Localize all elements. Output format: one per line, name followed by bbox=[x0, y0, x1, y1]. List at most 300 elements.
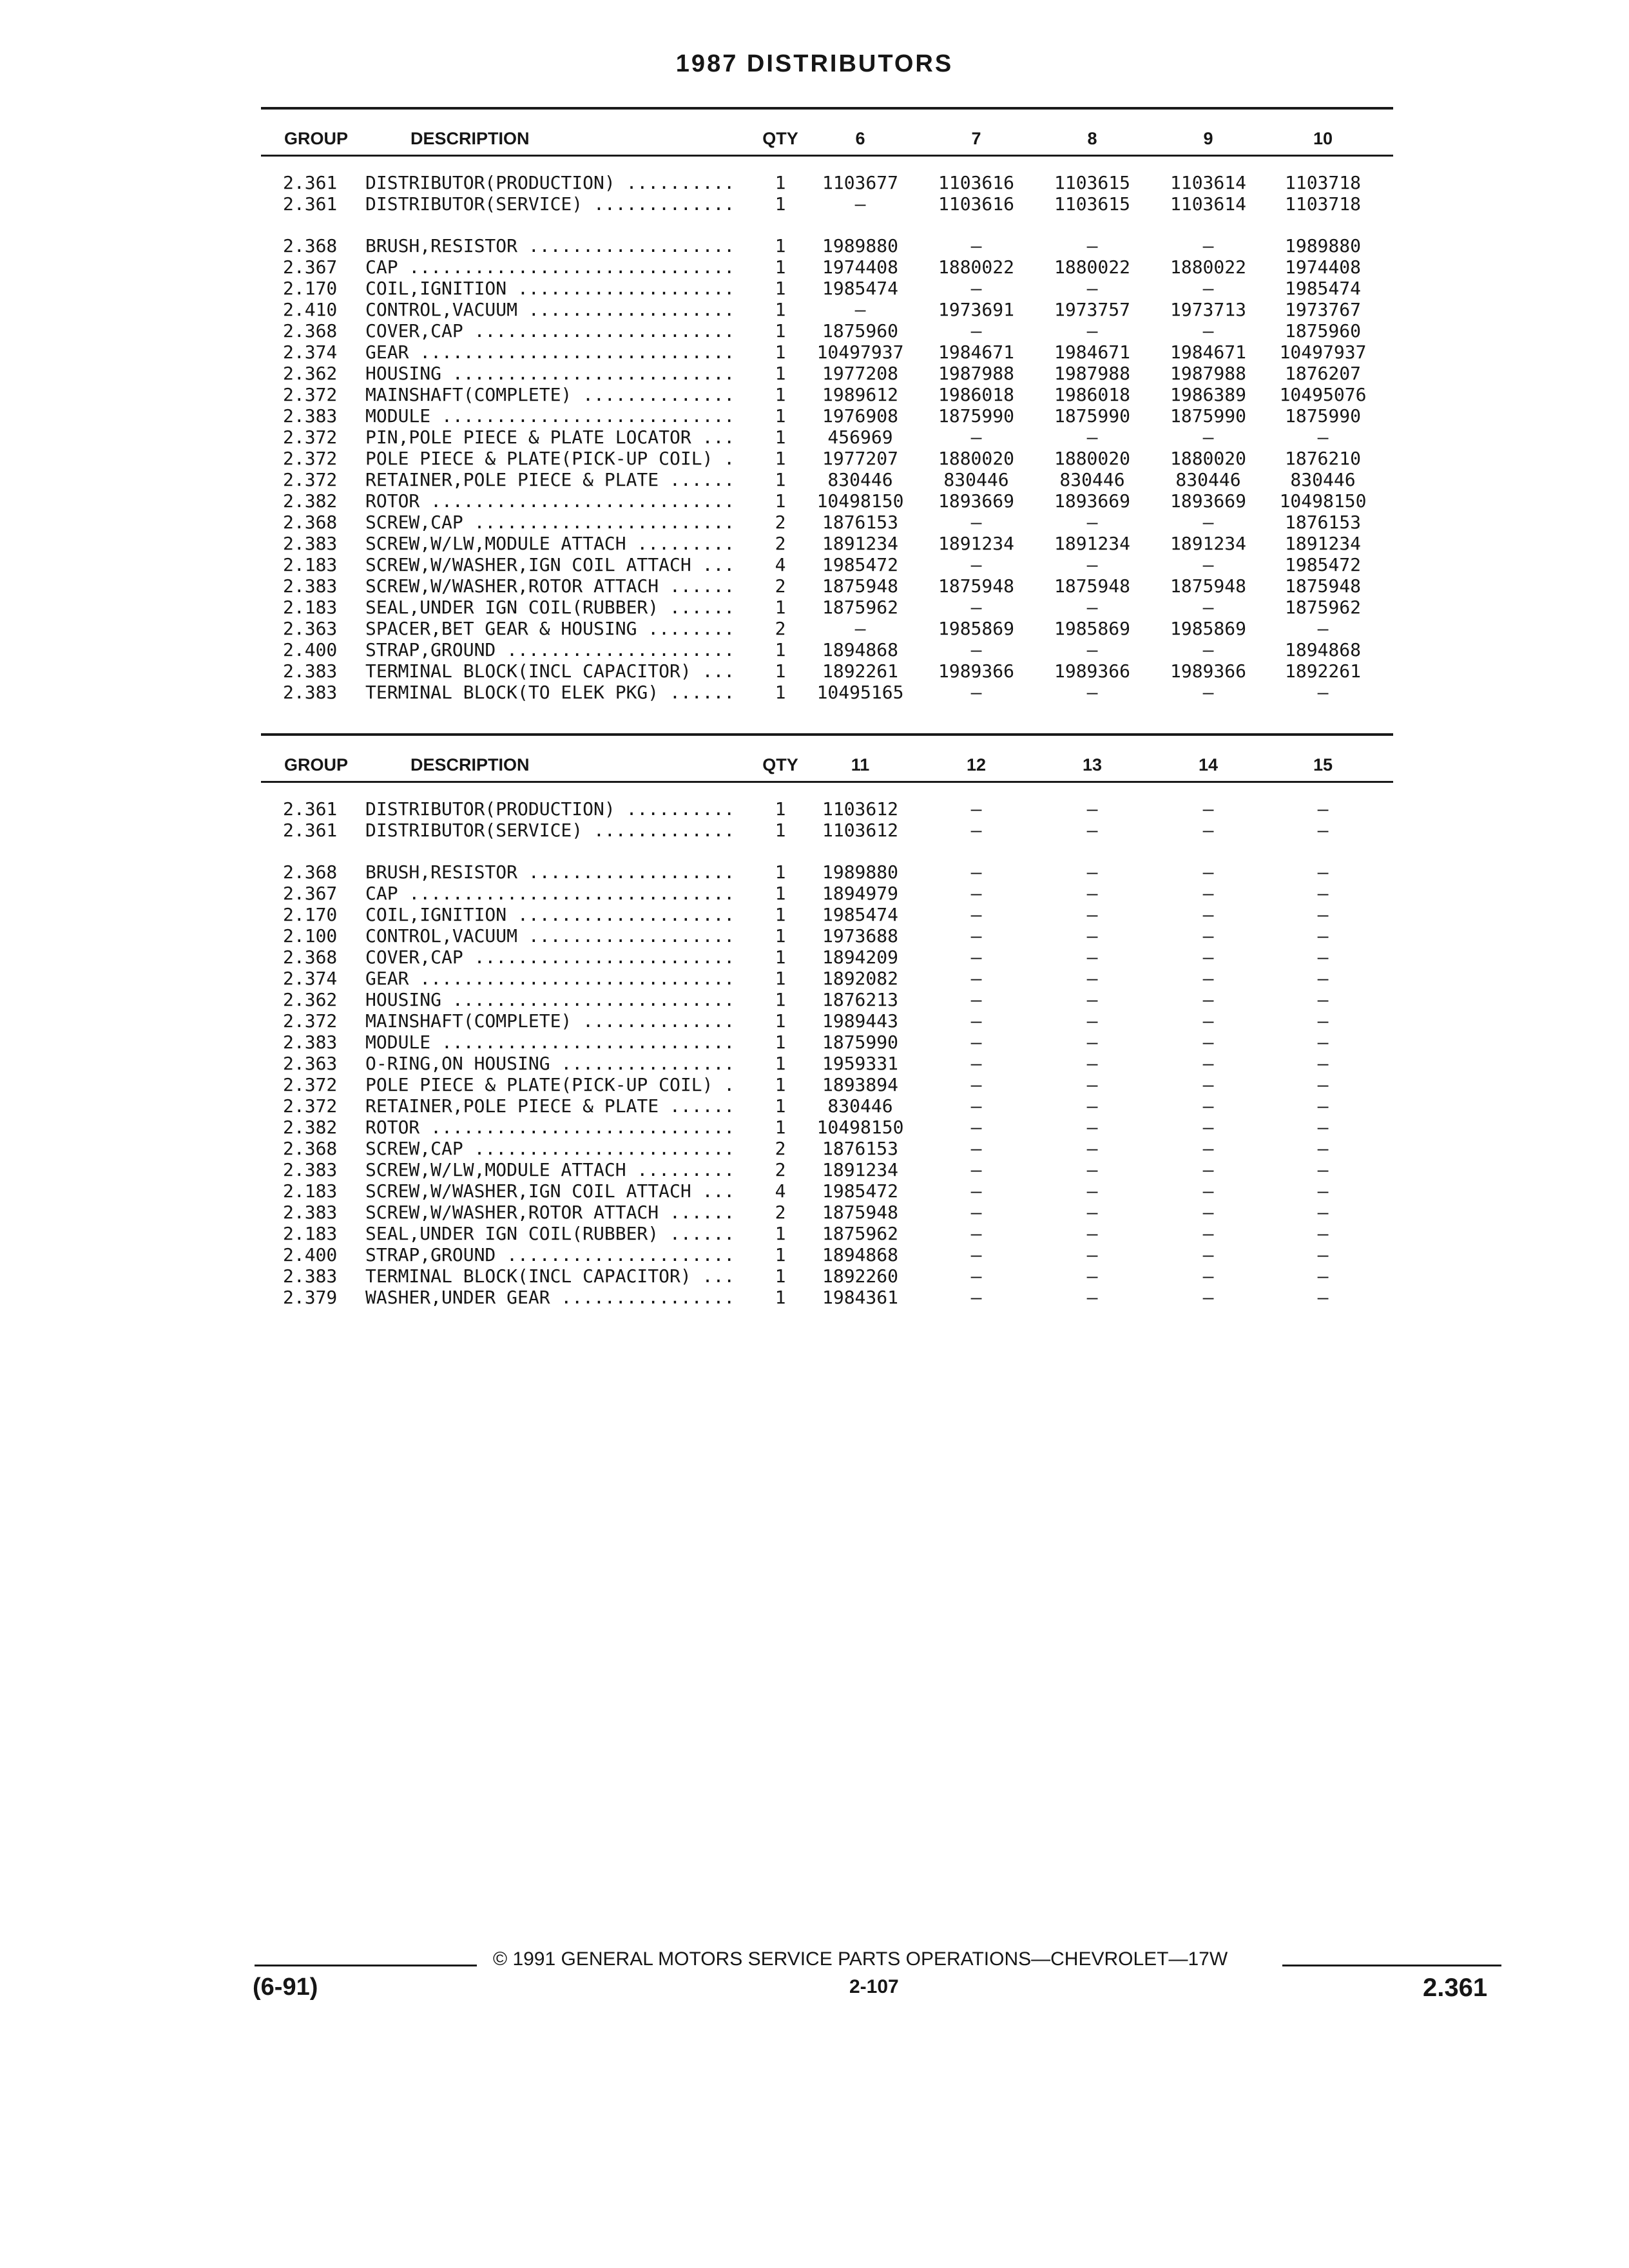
part-number-cell: — bbox=[1317, 1265, 1329, 1287]
part-number-cell: — bbox=[970, 682, 982, 703]
part-number-cell: 1891234 bbox=[1054, 533, 1130, 554]
table-row bbox=[261, 639, 1393, 660]
revision-date: (6-91) bbox=[253, 1974, 318, 2001]
part-number-cell: 1876207 bbox=[1284, 363, 1361, 384]
part-number-cell: 1985472 bbox=[1284, 554, 1361, 575]
section-number: 2.361 bbox=[1423, 1974, 1488, 2002]
part-number-cell: — bbox=[854, 193, 866, 215]
qty-cell: 4 bbox=[775, 1180, 786, 1202]
part-number-cell: — bbox=[1086, 1223, 1098, 1244]
description-cell: SCREW,W/LW,MODULE ATTACH ......... bbox=[365, 533, 746, 554]
description-cell: DISTRIBUTOR(SERVICE) ............. bbox=[365, 193, 746, 215]
part-number-cell: 830446 bbox=[1175, 469, 1241, 490]
part-number-cell: — bbox=[970, 1287, 982, 1308]
part-number-cell: — bbox=[1317, 798, 1329, 820]
part-number-cell: 1893669 bbox=[938, 490, 1014, 512]
part-number-cell: 830446 bbox=[943, 469, 1009, 490]
qty-cell: 1 bbox=[775, 469, 786, 490]
qty-cell: 1 bbox=[775, 341, 786, 363]
part-number-cell: 1875948 bbox=[822, 575, 898, 597]
part-number-cell: 1880020 bbox=[1054, 448, 1130, 469]
table-row bbox=[261, 1159, 1393, 1180]
part-number-cell: — bbox=[970, 427, 982, 448]
qty-cell: 1 bbox=[775, 1095, 786, 1117]
parts-table-1 bbox=[261, 107, 1393, 703]
part-number-cell: — bbox=[854, 299, 866, 320]
part-number-cell: 1985474 bbox=[822, 278, 898, 299]
description-cell: POLE PIECE & PLATE(PICK-UP COIL) . bbox=[365, 448, 746, 469]
qty-cell: 1 bbox=[775, 798, 786, 820]
group-cell: 2.363 bbox=[283, 1053, 338, 1074]
table-row bbox=[261, 320, 1393, 341]
table-row bbox=[261, 798, 1393, 820]
part-number-cell: 1876213 bbox=[822, 989, 898, 1010]
header-col: 7 bbox=[971, 129, 981, 148]
part-number-cell: — bbox=[1086, 235, 1098, 256]
part-number-cell: 1103614 bbox=[1170, 193, 1246, 215]
table-row bbox=[261, 235, 1393, 256]
part-number-cell: 1989612 bbox=[822, 384, 898, 405]
description-cell: BRUSH,RESISTOR ................... bbox=[365, 861, 746, 883]
part-number-cell: — bbox=[1086, 554, 1098, 575]
table-row bbox=[261, 1244, 1393, 1265]
description-cell: TERMINAL BLOCK(INCL CAPACITOR) ... bbox=[365, 660, 746, 682]
part-number-cell: — bbox=[1202, 1159, 1214, 1180]
qty-cell: 1 bbox=[775, 639, 786, 660]
part-number-cell: 1984671 bbox=[1170, 341, 1246, 363]
part-number-cell: 1973688 bbox=[822, 925, 898, 947]
table-row bbox=[261, 405, 1393, 427]
qty-cell: 1 bbox=[775, 925, 786, 947]
part-number-cell: — bbox=[1202, 1074, 1214, 1095]
qty-cell: 1 bbox=[775, 299, 786, 320]
qty-cell: 1 bbox=[775, 660, 786, 682]
part-number-cell: — bbox=[1086, 904, 1098, 925]
table-row bbox=[261, 448, 1393, 469]
part-number-cell: 1989366 bbox=[1054, 660, 1130, 682]
part-number-cell: — bbox=[970, 1265, 982, 1287]
table-row bbox=[261, 968, 1393, 989]
footer-rule-left bbox=[255, 1965, 477, 1966]
qty-cell: 1 bbox=[775, 1117, 786, 1138]
part-number-cell: 1891234 bbox=[822, 1159, 898, 1180]
part-number-cell: — bbox=[1317, 1138, 1329, 1159]
part-number-cell: — bbox=[1086, 1180, 1098, 1202]
group-cell: 2.372 bbox=[283, 384, 338, 405]
part-number-cell: — bbox=[1317, 883, 1329, 904]
part-number-cell: 1891234 bbox=[1170, 533, 1246, 554]
part-number-cell: 1985472 bbox=[822, 554, 898, 575]
part-number-cell: — bbox=[1202, 278, 1214, 299]
group-cell: 2.363 bbox=[283, 618, 338, 639]
qty-cell: 1 bbox=[775, 682, 786, 703]
part-number-cell: — bbox=[970, 1159, 982, 1180]
part-number-cell: — bbox=[1317, 904, 1329, 925]
part-number-cell: — bbox=[970, 597, 982, 618]
part-number-cell: — bbox=[1317, 947, 1329, 968]
part-number-cell: 830446 bbox=[1290, 469, 1356, 490]
table-row bbox=[261, 490, 1393, 512]
header-col: 6 bbox=[855, 129, 865, 148]
description-cell: ROTOR ............................ bbox=[365, 490, 746, 512]
header-col: 14 bbox=[1198, 755, 1219, 774]
part-number-cell: — bbox=[1202, 1244, 1214, 1265]
table-row bbox=[261, 1053, 1393, 1074]
group-cell: 2.367 bbox=[283, 883, 338, 904]
description-cell: DISTRIBUTOR(PRODUCTION) .......... bbox=[365, 798, 746, 820]
part-number-cell: — bbox=[1086, 1202, 1098, 1223]
page-number: 2-107 bbox=[849, 1976, 899, 1997]
part-number-cell: 1880022 bbox=[938, 256, 1014, 278]
part-number-cell: — bbox=[970, 989, 982, 1010]
description-cell: SCREW,W/WASHER,ROTOR ATTACH ...... bbox=[365, 575, 746, 597]
part-number-cell: 1989880 bbox=[822, 861, 898, 883]
description-cell: MODULE ........................... bbox=[365, 405, 746, 427]
part-number-cell: 1985474 bbox=[822, 904, 898, 925]
description-cell: SCREW,CAP ........................ bbox=[365, 512, 746, 533]
part-number-cell: — bbox=[1202, 989, 1214, 1010]
part-number-cell: — bbox=[1086, 1053, 1098, 1074]
part-number-cell: — bbox=[1317, 1053, 1329, 1074]
header-col: 10 bbox=[1313, 129, 1333, 148]
part-number-cell: 1875948 bbox=[1054, 575, 1130, 597]
part-number-cell: — bbox=[1086, 947, 1098, 968]
group-cell: 2.368 bbox=[283, 512, 338, 533]
qty-cell: 2 bbox=[775, 1159, 786, 1180]
qty-cell: 1 bbox=[775, 1053, 786, 1074]
qty-cell: 2 bbox=[775, 575, 786, 597]
part-number-cell: 1984671 bbox=[938, 341, 1014, 363]
table-body bbox=[261, 783, 1393, 1308]
part-number-cell: — bbox=[1202, 597, 1214, 618]
table-row bbox=[261, 904, 1393, 925]
qty-cell: 1 bbox=[775, 861, 786, 883]
qty-cell: 1 bbox=[775, 968, 786, 989]
part-number-cell: — bbox=[970, 861, 982, 883]
part-number-cell: 1985869 bbox=[1170, 618, 1246, 639]
part-number-cell: 1987988 bbox=[1054, 363, 1130, 384]
part-number-cell: 1973767 bbox=[1284, 299, 1361, 320]
part-number-cell: — bbox=[970, 1032, 982, 1053]
part-number-cell: — bbox=[970, 1074, 982, 1095]
description-cell: SCREW,W/WASHER,ROTOR ATTACH ...... bbox=[365, 1202, 746, 1223]
part-number-cell: 1894979 bbox=[822, 883, 898, 904]
group-cell: 2.374 bbox=[283, 341, 338, 363]
part-number-cell: 1973713 bbox=[1170, 299, 1246, 320]
table-row bbox=[261, 554, 1393, 575]
part-number-cell: 1891234 bbox=[938, 533, 1014, 554]
part-number-cell: — bbox=[1202, 1095, 1214, 1117]
part-number-cell: — bbox=[1202, 968, 1214, 989]
part-number-cell: 1989366 bbox=[938, 660, 1014, 682]
description-cell: GEAR ............................. bbox=[365, 968, 746, 989]
group-cell: 2.183 bbox=[283, 554, 338, 575]
group-cell: 2.368 bbox=[283, 861, 338, 883]
table-body bbox=[261, 157, 1393, 703]
part-number-cell: 1985869 bbox=[1054, 618, 1130, 639]
part-number-cell: 10495165 bbox=[816, 682, 904, 703]
group-cell: 2.372 bbox=[283, 1074, 338, 1095]
part-number-cell: — bbox=[1317, 1244, 1329, 1265]
part-number-cell: 1893669 bbox=[1054, 490, 1130, 512]
description-cell: COIL,IGNITION .................... bbox=[365, 278, 746, 299]
part-number-cell: 1875962 bbox=[1284, 597, 1361, 618]
part-number-cell: — bbox=[1202, 682, 1214, 703]
qty-cell: 1 bbox=[775, 1010, 786, 1032]
qty-cell: 1 bbox=[775, 427, 786, 448]
part-number-cell: 1892261 bbox=[822, 660, 898, 682]
part-number-cell: — bbox=[1317, 427, 1329, 448]
part-number-cell: 1880020 bbox=[938, 448, 1014, 469]
group-cell: 2.372 bbox=[283, 1010, 338, 1032]
table-row bbox=[261, 278, 1393, 299]
part-number-cell: 1959331 bbox=[822, 1053, 898, 1074]
part-number-cell: 10495076 bbox=[1279, 384, 1367, 405]
group-cell: 2.183 bbox=[283, 597, 338, 618]
table-row bbox=[261, 469, 1393, 490]
description-cell: SCREW,W/WASHER,IGN COIL ATTACH ... bbox=[365, 1180, 746, 1202]
part-number-cell: — bbox=[1086, 1095, 1098, 1117]
part-number-cell: — bbox=[1202, 1287, 1214, 1308]
part-number-cell: 830446 bbox=[1059, 469, 1125, 490]
part-number-cell: — bbox=[1317, 1095, 1329, 1117]
part-number-cell: — bbox=[970, 1223, 982, 1244]
qty-cell: 1 bbox=[775, 320, 786, 341]
table-row bbox=[261, 256, 1393, 278]
part-number-cell: 1875990 bbox=[822, 1032, 898, 1053]
qty-cell: 1 bbox=[775, 384, 786, 405]
part-number-cell: — bbox=[1202, 1265, 1214, 1287]
group-cell: 2.383 bbox=[283, 1202, 338, 1223]
group-cell: 2.382 bbox=[283, 490, 338, 512]
qty-cell: 2 bbox=[775, 512, 786, 533]
part-number-cell: 1875960 bbox=[1284, 320, 1361, 341]
part-number-cell: 1989443 bbox=[822, 1010, 898, 1032]
part-number-cell: 1875990 bbox=[1284, 405, 1361, 427]
header-group: GROUP bbox=[284, 129, 349, 148]
group-cell: 2.400 bbox=[283, 639, 338, 660]
part-number-cell: — bbox=[1202, 1223, 1214, 1244]
table-header bbox=[261, 110, 1393, 155]
part-number-cell: — bbox=[1086, 1032, 1098, 1053]
part-number-cell: — bbox=[970, 1053, 982, 1074]
qty-cell: 1 bbox=[775, 256, 786, 278]
description-cell: CONTROL,VACUUM ................... bbox=[365, 925, 746, 947]
part-number-cell: — bbox=[1317, 925, 1329, 947]
part-number-cell: — bbox=[970, 968, 982, 989]
part-number-cell: 1987988 bbox=[1170, 363, 1246, 384]
table-row bbox=[261, 947, 1393, 968]
part-number-cell: — bbox=[1317, 618, 1329, 639]
part-number-cell: 1893669 bbox=[1170, 490, 1246, 512]
part-number-cell: — bbox=[1317, 968, 1329, 989]
description-cell: SEAL,UNDER IGN COIL(RUBBER) ...... bbox=[365, 1223, 746, 1244]
description-cell: O-RING,ON HOUSING ................ bbox=[365, 1053, 746, 1074]
table-row bbox=[261, 172, 1393, 193]
parts-table-2 bbox=[261, 733, 1393, 1308]
description-cell: HOUSING .......................... bbox=[365, 363, 746, 384]
table-row bbox=[261, 682, 1393, 703]
part-number-cell: — bbox=[1202, 1180, 1214, 1202]
qty-cell: 1 bbox=[775, 405, 786, 427]
group-cell: 2.400 bbox=[283, 1244, 338, 1265]
description-cell: STRAP,GROUND ..................... bbox=[365, 1244, 746, 1265]
description-cell: COVER,CAP ........................ bbox=[365, 320, 746, 341]
qty-cell: 2 bbox=[775, 1202, 786, 1223]
part-number-cell: — bbox=[970, 554, 982, 575]
page-title: 1987 DISTRIBUTORS bbox=[675, 50, 954, 77]
description-cell: POLE PIECE & PLATE(PICK-UP COIL) . bbox=[365, 1074, 746, 1095]
part-number-cell: — bbox=[1317, 1223, 1329, 1244]
part-number-cell: 1876153 bbox=[822, 1138, 898, 1159]
description-cell: MAINSHAFT(COMPLETE) .............. bbox=[365, 384, 746, 405]
table-row bbox=[261, 1202, 1393, 1223]
group-cell: 2.383 bbox=[283, 660, 338, 682]
group-cell: 2.368 bbox=[283, 1138, 338, 1159]
group-cell: 2.383 bbox=[283, 682, 338, 703]
table-row bbox=[261, 925, 1393, 947]
part-number-cell: — bbox=[1317, 1010, 1329, 1032]
part-number-cell: 456969 bbox=[827, 427, 893, 448]
part-number-cell: — bbox=[1317, 989, 1329, 1010]
part-number-cell: — bbox=[1202, 1117, 1214, 1138]
description-cell: HOUSING .......................... bbox=[365, 989, 746, 1010]
part-number-cell: 1894209 bbox=[822, 947, 898, 968]
part-number-cell: — bbox=[1202, 639, 1214, 660]
header-col: 13 bbox=[1082, 755, 1103, 774]
part-number-cell: 1875960 bbox=[822, 320, 898, 341]
qty-cell: 1 bbox=[775, 989, 786, 1010]
qty-cell: 1 bbox=[775, 172, 786, 193]
part-number-cell: — bbox=[1086, 989, 1098, 1010]
group-cell: 2.383 bbox=[283, 1265, 338, 1287]
part-number-cell: 830446 bbox=[827, 469, 893, 490]
part-number-cell: — bbox=[1086, 925, 1098, 947]
part-number-cell: 1987988 bbox=[938, 363, 1014, 384]
group-cell: 2.362 bbox=[283, 989, 338, 1010]
part-number-cell: 1985472 bbox=[822, 1180, 898, 1202]
qty-cell: 4 bbox=[775, 554, 786, 575]
part-number-cell: 1986389 bbox=[1170, 384, 1246, 405]
qty-cell: 1 bbox=[775, 1074, 786, 1095]
part-number-cell: — bbox=[1202, 235, 1214, 256]
table-row bbox=[261, 1265, 1393, 1287]
description-cell: CAP .............................. bbox=[365, 883, 746, 904]
part-number-cell: — bbox=[1086, 1117, 1098, 1138]
table-row bbox=[261, 363, 1393, 384]
part-number-cell: — bbox=[1086, 1287, 1098, 1308]
part-number-cell: 1977207 bbox=[822, 448, 898, 469]
qty-cell: 1 bbox=[775, 1244, 786, 1265]
part-number-cell: 1880022 bbox=[1170, 256, 1246, 278]
table-row bbox=[261, 512, 1393, 533]
part-number-cell: — bbox=[970, 278, 982, 299]
part-number-cell: — bbox=[1317, 861, 1329, 883]
part-number-cell: 10498150 bbox=[816, 490, 904, 512]
part-number-cell: — bbox=[1317, 820, 1329, 841]
part-number-cell: 1103614 bbox=[1170, 172, 1246, 193]
part-number-cell: 1880022 bbox=[1054, 256, 1130, 278]
description-cell: COIL,IGNITION .................... bbox=[365, 904, 746, 925]
qty-cell: 1 bbox=[775, 1265, 786, 1287]
part-number-cell: — bbox=[1202, 1053, 1214, 1074]
part-number-cell: 1103616 bbox=[938, 172, 1014, 193]
part-number-cell: 1103612 bbox=[822, 798, 898, 820]
part-number-cell: 1976908 bbox=[822, 405, 898, 427]
group-cell: 2.170 bbox=[283, 904, 338, 925]
table-row bbox=[261, 1223, 1393, 1244]
table-row bbox=[261, 861, 1393, 883]
table-header bbox=[261, 736, 1393, 781]
header-col: 9 bbox=[1203, 129, 1213, 148]
part-number-cell: — bbox=[1202, 820, 1214, 841]
qty-cell: 1 bbox=[775, 820, 786, 841]
description-cell: COVER,CAP ........................ bbox=[365, 947, 746, 968]
part-number-cell: 1875948 bbox=[822, 1202, 898, 1223]
group-cell: 2.368 bbox=[283, 235, 338, 256]
table-row bbox=[261, 820, 1393, 841]
table-row bbox=[261, 193, 1393, 215]
part-number-cell: 1977208 bbox=[822, 363, 898, 384]
part-number-cell: — bbox=[1086, 682, 1098, 703]
part-number-cell: 1894868 bbox=[822, 1244, 898, 1265]
part-number-cell: 1973757 bbox=[1054, 299, 1130, 320]
qty-cell: 1 bbox=[775, 1032, 786, 1053]
group-cell: 2.100 bbox=[283, 925, 338, 947]
part-number-cell: 1985474 bbox=[1284, 278, 1361, 299]
description-cell: PIN,POLE PIECE & PLATE LOCATOR ... bbox=[365, 427, 746, 448]
description-cell: RETAINER,POLE PIECE & PLATE ...... bbox=[365, 1095, 746, 1117]
part-number-cell: — bbox=[1317, 1287, 1329, 1308]
header-description: DESCRIPTION bbox=[410, 129, 530, 148]
group-cell: 2.383 bbox=[283, 405, 338, 427]
table-row bbox=[261, 1010, 1393, 1032]
group-cell: 2.372 bbox=[283, 427, 338, 448]
qty-cell: 1 bbox=[775, 235, 786, 256]
group-cell: 2.361 bbox=[283, 820, 338, 841]
description-cell: STRAP,GROUND ..................... bbox=[365, 639, 746, 660]
part-number-cell: 1875990 bbox=[938, 405, 1014, 427]
group-cell: 2.410 bbox=[283, 299, 338, 320]
part-number-cell: 1985869 bbox=[938, 618, 1014, 639]
group-cell: 2.368 bbox=[283, 320, 338, 341]
part-number-cell: — bbox=[1317, 1117, 1329, 1138]
part-number-cell: 1984671 bbox=[1054, 341, 1130, 363]
part-number-cell: — bbox=[970, 1117, 982, 1138]
part-number-cell: 1892260 bbox=[822, 1265, 898, 1287]
table-row bbox=[261, 618, 1393, 639]
qty-cell: 2 bbox=[775, 618, 786, 639]
header-col: 11 bbox=[851, 755, 870, 774]
part-number-cell: — bbox=[1202, 883, 1214, 904]
table-row bbox=[261, 299, 1393, 320]
part-number-cell: 1103615 bbox=[1054, 172, 1130, 193]
part-number-cell: — bbox=[1202, 947, 1214, 968]
group-cell: 2.183 bbox=[283, 1180, 338, 1202]
part-number-cell: 1103718 bbox=[1284, 193, 1361, 215]
qty-cell: 1 bbox=[775, 363, 786, 384]
table-row bbox=[261, 1180, 1393, 1202]
description-cell: TERMINAL BLOCK(TO ELEK PKG) ...... bbox=[365, 682, 746, 703]
qty-cell: 1 bbox=[775, 904, 786, 925]
part-number-cell: — bbox=[970, 798, 982, 820]
part-number-cell: 1893894 bbox=[822, 1074, 898, 1095]
part-number-cell: — bbox=[1086, 278, 1098, 299]
part-number-cell: 1876153 bbox=[822, 512, 898, 533]
header-qty: QTY bbox=[762, 755, 798, 774]
table-row bbox=[261, 575, 1393, 597]
part-number-cell: 1989880 bbox=[1284, 235, 1361, 256]
